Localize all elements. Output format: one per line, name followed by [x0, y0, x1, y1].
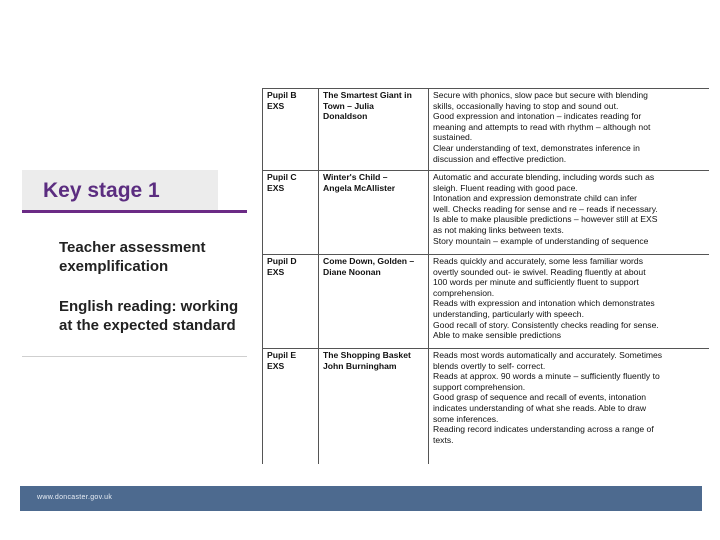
book-cell	[319, 255, 429, 349]
comment-line: understanding, particularly with speech.	[433, 308, 584, 319]
comment-line: Good recall of story. Consistently checks reading for sense.	[433, 319, 659, 330]
table-row	[263, 89, 710, 171]
comment-line: Story mountain – example of understanding of sequence	[433, 235, 649, 246]
pupil-standard: EXS	[267, 182, 285, 193]
cover-subtitle: Teacher assessment exemplification	[59, 239, 206, 275]
comment-line: Reads quickly and accurately, some less familiar words	[433, 256, 643, 266]
book-line: The Smartest Giant in	[323, 90, 412, 100]
comment-line: Good expression and intonation – indicates reading for	[433, 111, 642, 122]
comment-line: support comprehension.	[433, 381, 526, 392]
book-line: Come Down, Golden –	[323, 256, 415, 266]
pupil-standard: EXS	[267, 100, 285, 111]
book-cell	[319, 89, 429, 171]
assessment-table	[262, 88, 709, 464]
comment-cell	[429, 255, 710, 349]
comment-line: blends overtly to self- correct.	[433, 360, 546, 371]
pupil-name: Pupil B	[267, 90, 297, 100]
comment-line: Reading record indicates understanding across a range of	[433, 424, 654, 435]
comment-line: skills, occasionally having to stop and sound out.	[433, 100, 619, 111]
comment-line: Automatic and accurate blending, including words such as	[433, 172, 655, 182]
comment-line: Reads with expression and intonation which demonstrates	[433, 298, 655, 309]
footer-bar	[20, 486, 702, 511]
book-line: Diane Noonan	[323, 266, 381, 277]
table-row	[263, 255, 710, 349]
book-line: The Shopping Basket	[323, 350, 411, 360]
book-line: Town – Julia	[323, 100, 374, 111]
comment-line: sleigh. Fluent reading with good pace.	[433, 182, 578, 193]
comment-line: overtly sounded out- ie swivel. Reading fluently at about	[433, 266, 646, 277]
pupil-cell	[263, 255, 319, 349]
comment-line: Able to make sensible predictions	[433, 330, 562, 341]
comment-line: Is able to make plausible predictions – however still at EXS	[433, 214, 658, 225]
book-cell	[319, 349, 429, 465]
book-line: Donaldson	[323, 111, 368, 122]
pupil-standard: EXS	[267, 266, 285, 277]
table-row	[263, 349, 710, 465]
book-cell	[319, 171, 429, 255]
comment-line: texts.	[433, 434, 454, 445]
comment-cell	[429, 171, 710, 255]
footer-url: www.doncaster.gov.uk	[37, 494, 113, 501]
comment-line: meaning and attempts to read with rhythm – although not	[433, 121, 651, 132]
table-row	[263, 171, 710, 255]
book-line: Winter's Child –	[323, 172, 388, 182]
document-cover	[22, 170, 247, 357]
pupil-name: Pupil C	[267, 172, 297, 182]
comment-line: well. Checks reading for sense and re – reads if necessary.	[433, 203, 658, 214]
comment-line: comprehension.	[433, 287, 495, 298]
pupil-cell	[263, 89, 319, 171]
comment-line: as not making links between texts.	[433, 224, 564, 235]
pupil-name: Pupil D	[267, 256, 297, 266]
comment-line: indicates understanding of what she reads. Able to draw	[433, 402, 647, 413]
comment-line: Intonation and expression demonstrate child can infer	[433, 193, 637, 204]
cover-title-band	[22, 170, 218, 213]
comment-line: sustained.	[433, 132, 473, 143]
comment-line: 100 words per minute and sufficiently fluent to support	[433, 277, 639, 288]
comment-line: discussion and effective prediction.	[433, 153, 567, 164]
book-line: Angela McAllister	[323, 182, 396, 193]
comment-cell	[429, 349, 710, 465]
cover-heading: English reading: working at the expected standard	[59, 298, 239, 334]
comment-line: Secure with phonics, slow pace but secure with blending	[433, 90, 648, 100]
cover-divider	[218, 210, 247, 213]
pupil-standard: EXS	[267, 360, 285, 371]
pupil-cell	[263, 349, 319, 465]
comment-cell	[429, 89, 710, 171]
comment-line: Reads at approx. 90 words a minute – sufficiently fluently to	[433, 371, 660, 382]
comment-line: some inferences.	[433, 413, 499, 424]
comment-line: Reads most words automatically and accurately. Sometimes	[433, 350, 663, 360]
assessment-table-image	[262, 88, 709, 464]
pupil-name: Pupil E	[267, 350, 297, 360]
cover-title: Key stage 1	[43, 179, 160, 202]
pupil-cell	[263, 171, 319, 255]
comment-line: Clear understanding of text, demonstrates inference in	[433, 142, 640, 153]
book-line: John Burningham	[323, 360, 397, 371]
comment-line: Good grasp of sequence and recall of events, intonation	[433, 392, 647, 403]
